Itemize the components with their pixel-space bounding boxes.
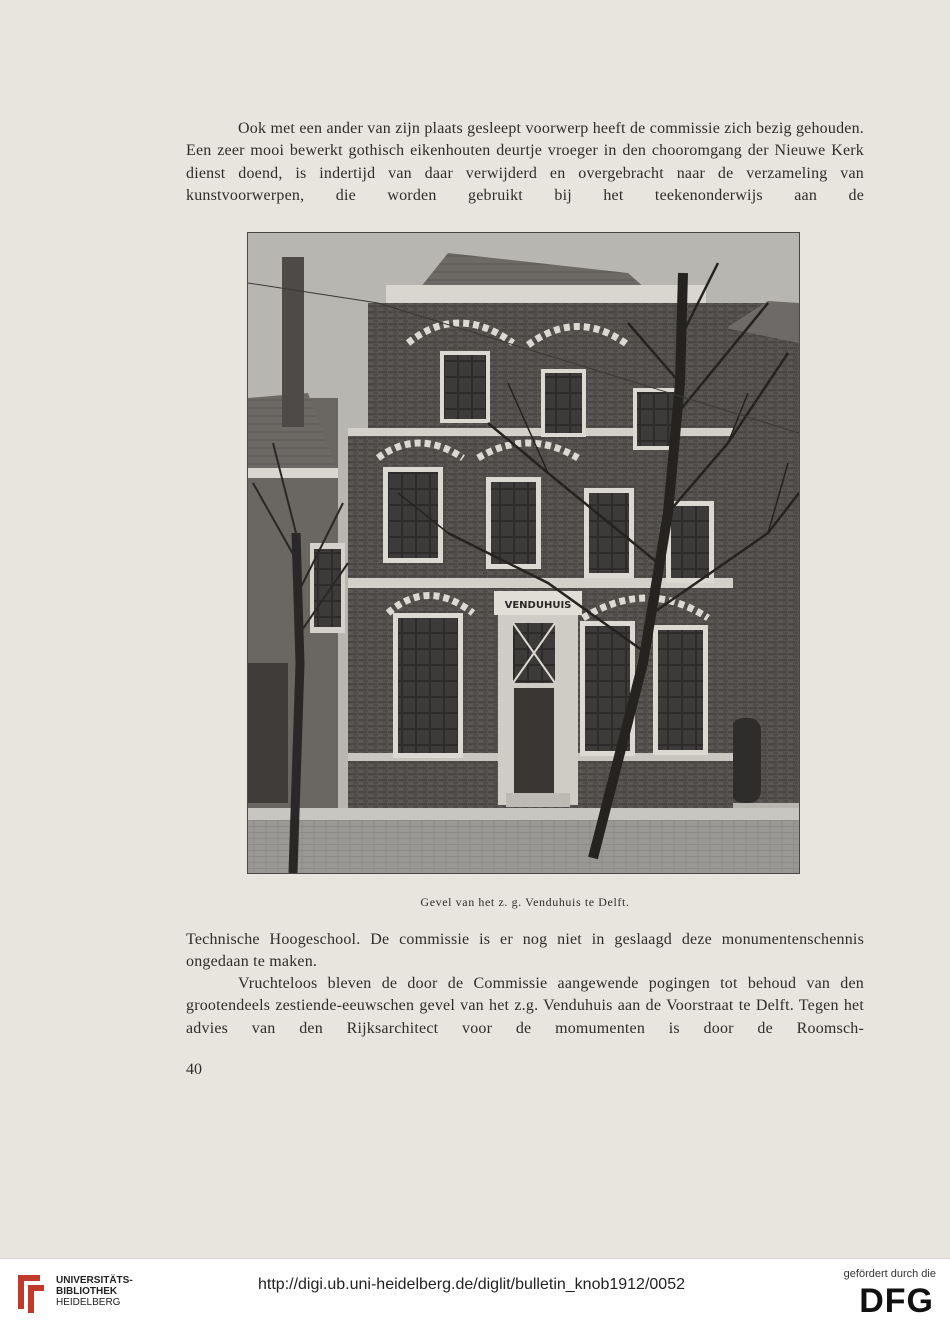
library-name	[56, 1275, 133, 1308]
venduhuis-sign: VENDUHUIS	[504, 600, 572, 611]
digitization-footer	[0, 1258, 950, 1327]
paragraph-3: Vruchteloos bleven de door de Commissie aangewende pogingen tot behoud van den grootendeels zestiende-eeuwschen gevel van het z.g. Venduhuis aan de Voorstraat te Delft. Tegen het advies van den Rijksarchitect voor de momumenten is door de Roomsch-	[186, 975, 864, 1037]
paragraph-1: Ook met een ander van zijn plaats gesleept voorwerp heeft de commissie zich bezig gehouden. Een zeer mooi bewerkt gothisch eikenhouten deurtje vroeger in den chooromgang der Nieuwe Kerk dienst doend, is indertijd van daar verwijderd en overgebracht naar de verzameling van kunstvoorwerpen, die worden gebruikt bij het teekenonderwijs aan de	[186, 120, 864, 204]
dfg-logo: DFG	[859, 1282, 934, 1320]
funding-note: gefördert durch die	[843, 1268, 936, 1280]
venduhuis-facade-illustration	[248, 233, 799, 873]
paragraph-2: Technische Hoogeschool. De commissie is er nog niet in geslaagd deze monumentenschennis ongedaan te maken.	[186, 931, 864, 971]
library-line-2: BIBLIOTHEK	[56, 1286, 118, 1297]
photo-caption: Gevel van het z. g. Venduhuis te Delft.	[420, 895, 630, 909]
building-photograph	[247, 232, 800, 874]
ub-heidelberg-logo-icon	[10, 1269, 50, 1315]
page-number: 40	[186, 1061, 202, 1078]
permalink-url[interactable]: http://digi.ub.uni-heidelberg.de/diglit/bulletin_knob1912/0052	[258, 1276, 685, 1293]
library-line-3: HEIDELBERG	[56, 1297, 121, 1308]
library-line-1: UNIVERSITÄTS-	[56, 1275, 133, 1286]
